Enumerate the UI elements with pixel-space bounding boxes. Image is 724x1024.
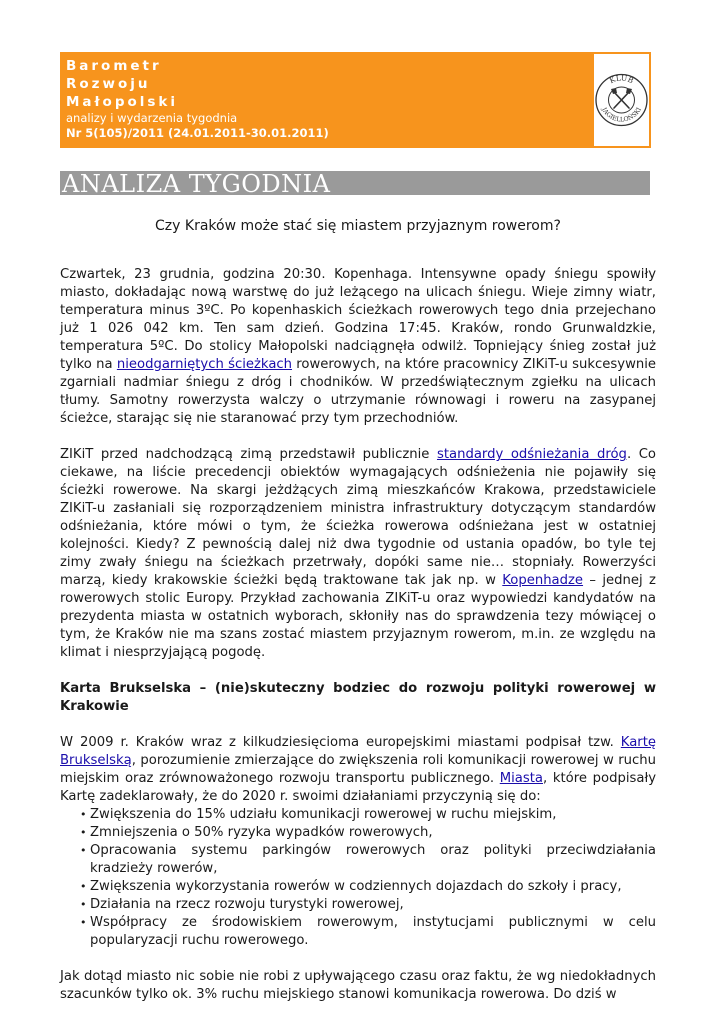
article-body [60, 266, 656, 1004]
paragraph-3-text-a: W 2009 r. Kraków wraz z kilkudziesięcioma europejskimi miastami podpisał tzw. [60, 735, 621, 750]
logo-text-bottom: JAGIELLOŃSKI [600, 106, 643, 124]
list-item: • Zmniejszenia o 50% ryzyka wypadków rowerowych, [60, 824, 656, 842]
paragraph-3-text-c: , które podpisały Kartę zadeklarowały, że do 2020 r. swoimi działaniami przyczynią się do: [60, 771, 656, 804]
header-text [66, 57, 329, 141]
paragraph-2-text-b: . Co ciekawe, na liście precedencji obiektów wymagających odśnieżenia nie pojawiły się ścieżki rowerowe. Na skargi jeżdżących zimą mieszkańców Krakowa, przedstawiciele ZIKiT-u zasłaniali się rozporządzeniem ministra infrastruktury dotyczącym standardów odśnieżania, które mówi o tym, że ścieżka rowerowa odśnieżana jest w ostatniej kolejności. Kiedy? Z pewnością dalej niż dwa tygodnie od ustania opadów, bo tyle tej zimy zwały śniegu na ścieżkach przetrwały, dopóki same nie… stopniały. Rowerzyści marzą, kiedy krakowskie ścieżki będą traktowane tak jak np. w [60, 447, 656, 588]
section-heading: Karta Brukselska – (nie)skuteczny bodziec do rozwoju polityki rowerowej w Krakowie [60, 681, 656, 714]
header-line-1: Barometr [66, 58, 162, 74]
list-item: • Współpracy ze środowiskiem rowerowym, instytucjami publicznymi w celu popularyzacji ruchu rowerowego. [60, 914, 656, 950]
article-title: Czy Kraków może stać się miastem przyjaznym rowerom? [155, 218, 561, 234]
link-kopenhaga[interactable]: Kopenhadze [502, 573, 584, 588]
paragraph-2 [60, 446, 656, 662]
club-logo [592, 52, 651, 148]
link-miasta[interactable]: Miasta [499, 771, 543, 786]
header-line-2: Rozwoju [66, 76, 151, 92]
list-item: • Zwiększenia wykorzystania rowerów w codziennych dojazdach do szkoły i pracy, [60, 878, 656, 896]
paragraph-3-text-b: , porozumienie zmierzające do zwiększenia roli komunikacji rowerowej w ruchu miejskim oraz zrównoważonego rozwoju transportu publicznego. [60, 753, 656, 786]
svg-text:KLUB [608, 73, 635, 85]
list-item: • Działania na rzecz rozwoju turystyki rowerowej, [60, 896, 656, 914]
list-item: • Zwiększenia do 15% udziału komunikacji rowerowej w ruchu miejskim, [60, 806, 656, 824]
logo-text-top: KLUB [608, 73, 635, 86]
paragraph-1-text-a: Czwartek, 23 grudnia, godzina 20:30. Kopenhaga. Intensywne opady śniegu spowiły miasto, dokładając nową warstwę do już leżącego na ulicach śniegu. Wieje zimny wiatr, temperatura minus 3ºC. Po kopenhaskich ścieżkach rowerowych tego dnia przejechano już 1 026 042 km. Ten sam dzień. Godzina 17:45. Kraków, rondo Grunwaldzkie, temperatura 5ºC. Do stolicy Małopolski nadciągnęła odwilż. Topniejący śnieg został już tylko na [60, 267, 656, 372]
header-line-3: Małopolski [66, 94, 179, 110]
paragraph-2-text-c: – jednej z rowerowych stolic Europy. Przykład zachowania ZIKiT-u oraz wypowiedzi kandydatów na prezydenta miasta w ostatnich wyborach, skłoniły nas do sprawdzenia tezy mówiącej o tym, że Kraków nie ma szans zostać miastem przyjaznym rowerom, m.in. ze względu na klimat i niesprzyjającą pogodę. [60, 573, 656, 660]
paragraph-2-text-a: ZIKiT przed nadchodzącą zimą przedstawił publicznie [60, 447, 437, 462]
paragraph-1 [60, 266, 656, 428]
list-item: • Opracowania systemu parkingów rowerowych oraz polityki przeciwdziałania kradzieży rowerów, [60, 842, 656, 878]
issue-number: Nr 5(105)/2011 (24.01.2011-30.01.2011) [66, 126, 329, 140]
paragraph-4: Jak dotąd miasto nic sobie nie robi z upływającego czasu oraz faktu, że wg niedokładnych szacunków tylko ok. 3% ruchu miejskiego stanowi komunikacja rowerowa. Do dziś w [60, 969, 656, 1002]
paragraph-3 [60, 734, 656, 806]
club-logo-icon [594, 54, 649, 146]
paragraph-1-text-b: rowerowych, na które pracownicy ZIKiT-u sukcesywnie zgarniali nadmiar śniegu z dróg i chodników. W przedświątecznym zgiełku na ulicach tłumy. Samotny rowerzysta walczy o utrzymanie równowagi i roweru na zasypanej ścieżce, starając się nie staranować przy tym przechodniów. [60, 357, 657, 426]
goals-list [60, 806, 656, 950]
header-tagline: analizy i wydarzenia tygodnia [66, 111, 238, 125]
link-nieodgarniete-sciezki[interactable]: nieodgarniętych ścieżkach [116, 357, 293, 372]
link-karta-brukselska[interactable]: Kartę Brukselską [60, 735, 656, 768]
section-title-bar: ANALIZA TYGODNIA [60, 171, 650, 195]
header-banner [60, 52, 651, 148]
link-standardy-odsniezania[interactable]: standardy odśnieżania dróg [436, 447, 627, 462]
